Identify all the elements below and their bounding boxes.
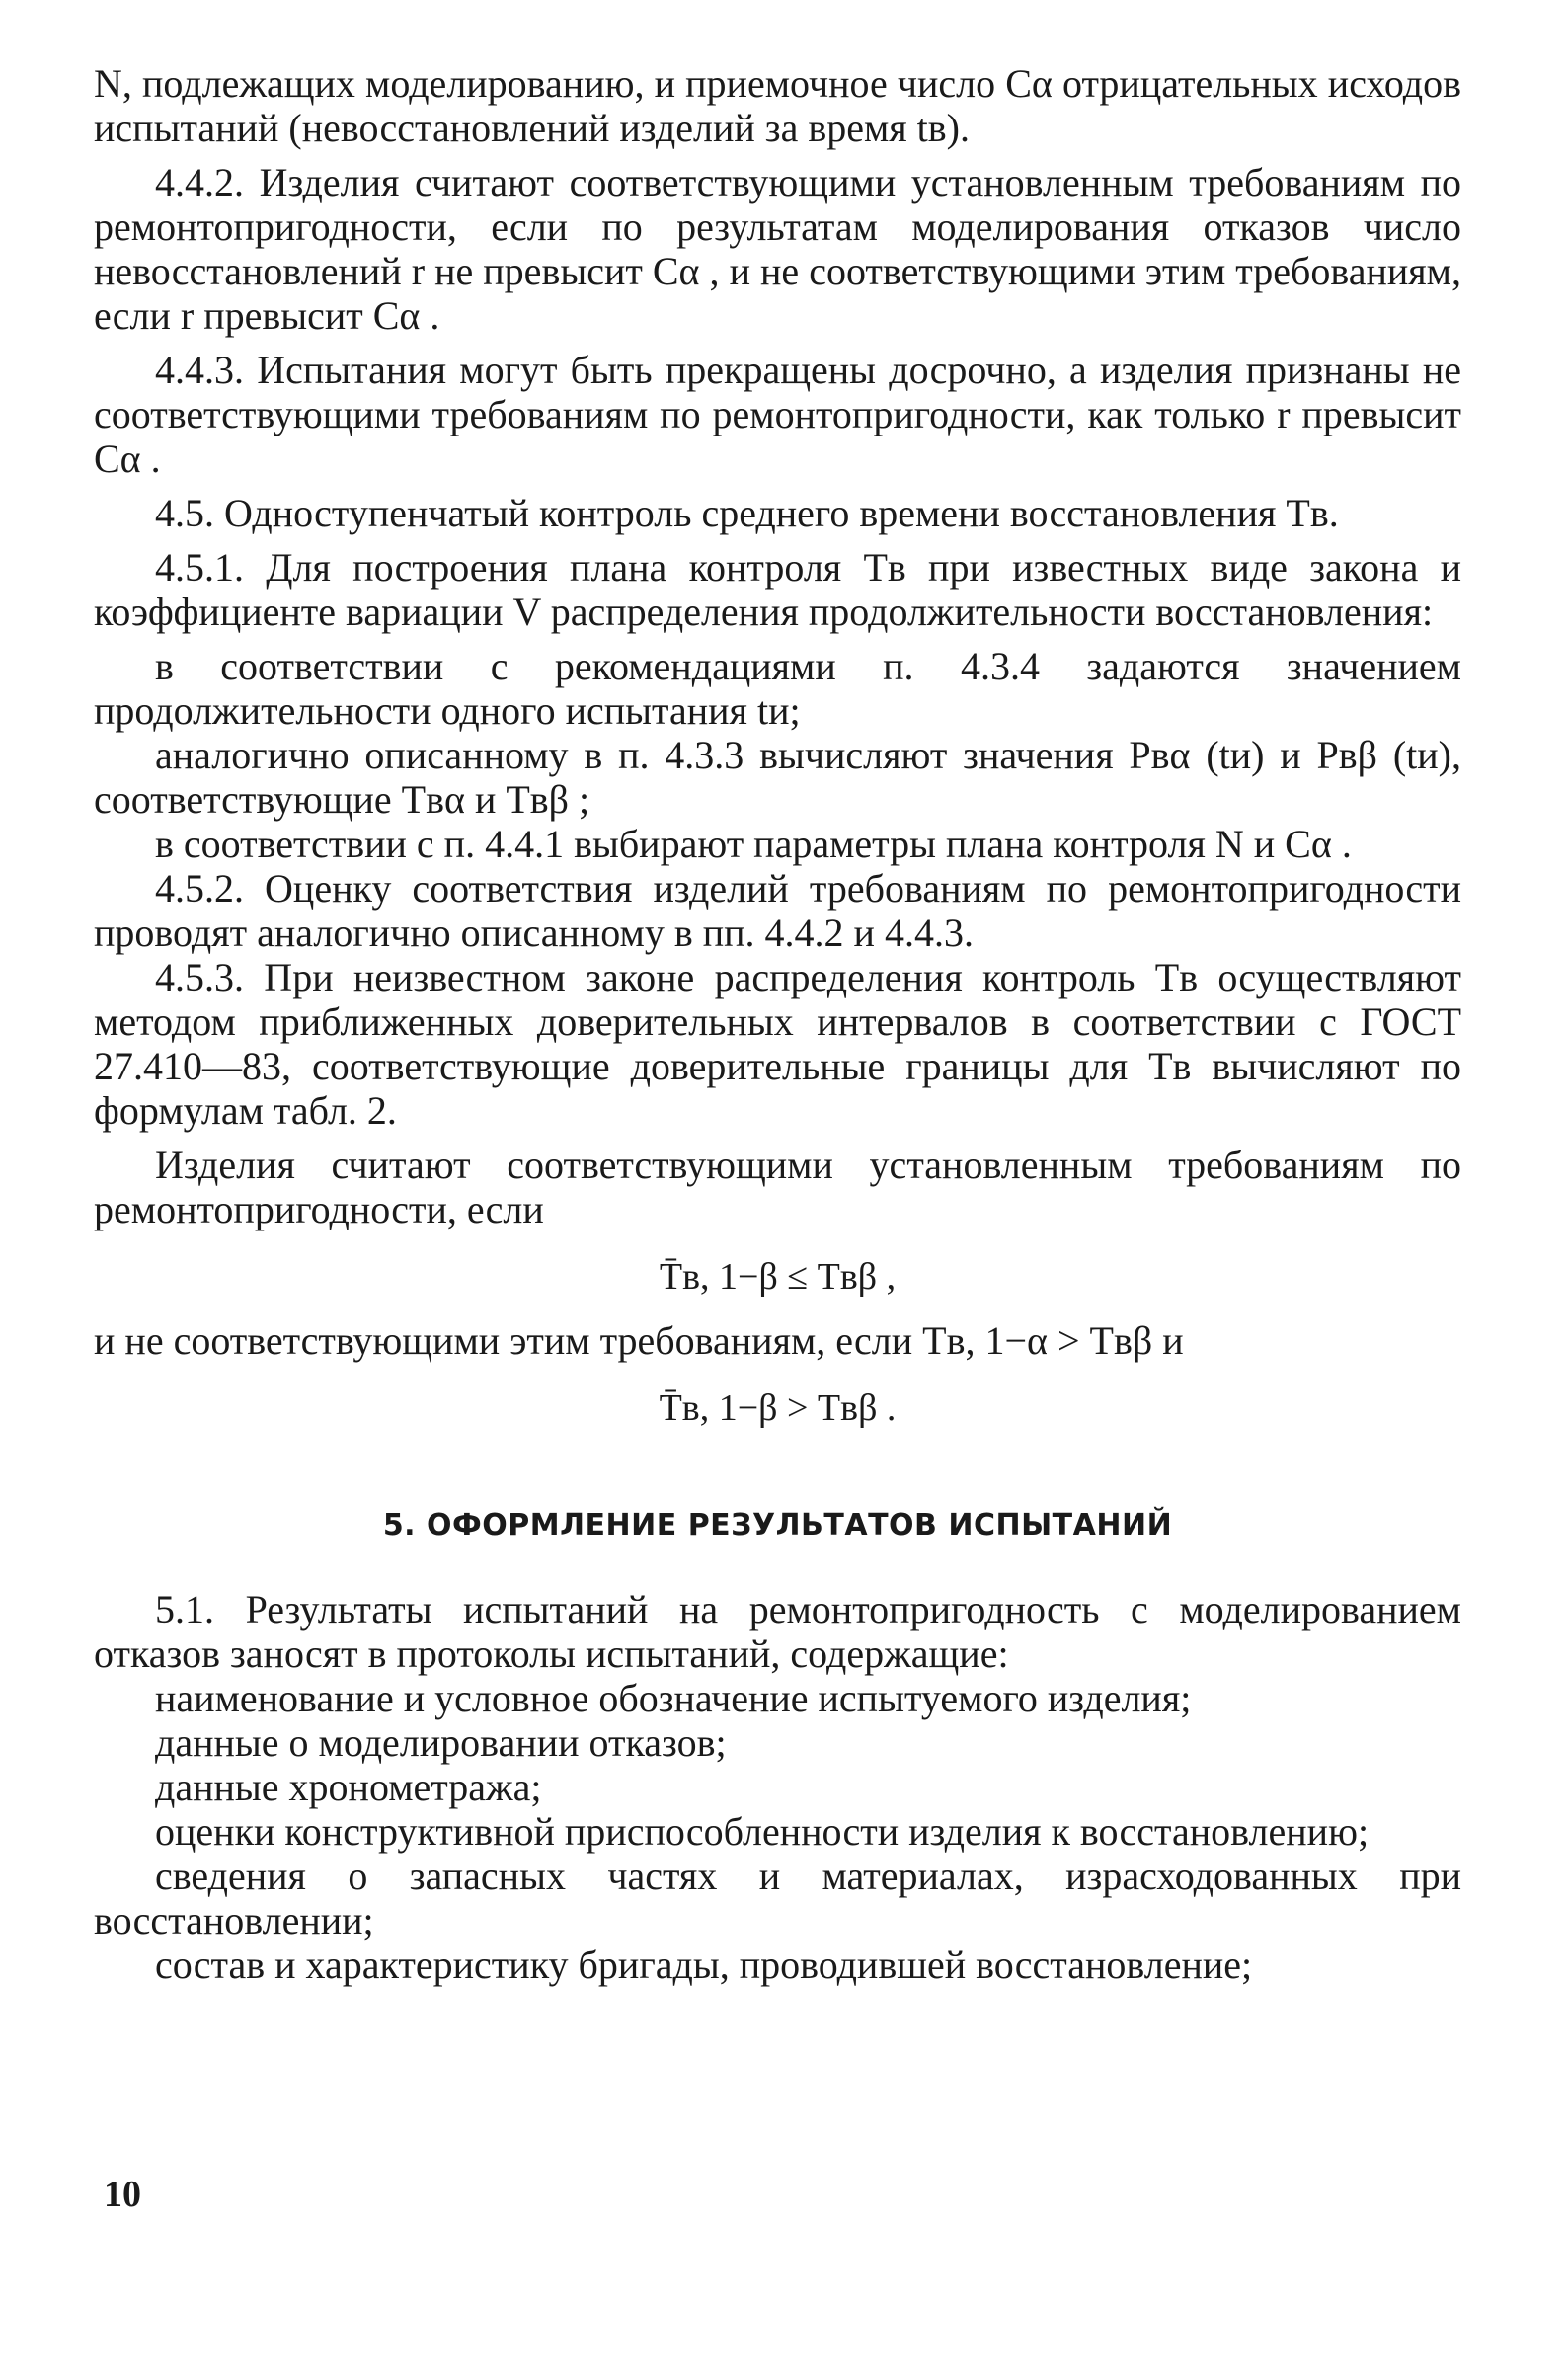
clause-4-5: 4.5. Одноступенчатый контроль среднего времени восстановления Tв. bbox=[155, 491, 1339, 535]
formula-nonconformity-text: T̄в, 1−β > Tвβ . bbox=[659, 1388, 897, 1429]
conformity-condition-intro: Изделия считают соответствующими установленным требованиям по ремонтопригодности, если bbox=[94, 1143, 1461, 1231]
clause-4-4-2: 4.4.2. Изделия считают соответствующими установленным требованиям по ремонтопригодности, если по результатам моделирования отказов число невосстановлений r не превысит Cα , и не соответствующими этим требованиям, если r превысит Cα . bbox=[94, 160, 1461, 338]
clause-4-5-1: 4.5.1. Для построения плана контроля Tв при известных виде закона и коэффициенте вариации V распределения продолжительности восстановления: bbox=[94, 545, 1461, 634]
formula-conformity-text: T̄в, 1−β ≤ Tвβ , bbox=[659, 1256, 897, 1298]
clause-4-4-3: 4.4.3. Испытания могут быть прекращены досрочно, а изделия признаны не соответствующими требованиям по ремонтопригодности, как только r превысит Cα . bbox=[94, 348, 1461, 481]
list-item-repair-team: состав и характеристику бригады, проводившей восстановление; bbox=[155, 1943, 1253, 1987]
list-item-spare-parts: сведения о запасных частях и материалах, израсходованных при восстановлении; bbox=[94, 1854, 1461, 1943]
document-page bbox=[94, 61, 1461, 1987]
nonconformity-condition-text: и не соответствующими этим требованиям, если Tв, 1−α > Tвβ и bbox=[94, 1318, 1184, 1363]
list-item-design-adaptability: оценки конструктивной приспособленности изделия к восстановлению; bbox=[155, 1809, 1370, 1854]
paragraph-continuation: N, подлежащих моделированию, и приемочное число Cα отрицательных исходов испытаний (невосстановлений изделий за время tв). bbox=[94, 61, 1461, 150]
clause-4-5-2: 4.5.2. Оценку соответствия изделий требованиям по ремонтопригодности проводят аналогично описанному в пп. 4.4.2 и 4.4.3. bbox=[94, 866, 1461, 955]
list-item-timing-data: данные хронометража; bbox=[155, 1765, 542, 1809]
list-item-compute-values: аналогично описанному в п. 4.3.3 вычисляют значения Pвα (tи) и Pвβ (tи), соответствующие Tвα и Tвβ ; bbox=[94, 733, 1461, 822]
list-item-recommendations: в соответствии с рекомендациями п. 4.3.4 задаются значением продолжительности одного испытания tи; bbox=[94, 644, 1461, 733]
clause-4-5-3: 4.5.3. При неизвестном законе распределения контроль Tв осуществляют методом приближенных доверительных интервалов в соответствии с ГОСТ 27.410—83, соответствующие доверительные границы для Tв вычисляют по формулам табл. 2. bbox=[94, 955, 1461, 1133]
clause-5-1: 5.1. Результаты испытаний на ремонтопригодность с моделированием отказов заносят в протоколы испытаний, содержащие: bbox=[94, 1587, 1461, 1676]
section-title: 5. ОФОРМЛЕНИЕ РЕЗУЛЬТАТОВ ИСПЫТАНИЙ bbox=[382, 1508, 1173, 1543]
formula-conformity bbox=[94, 1253, 1461, 1301]
formula-nonconformity bbox=[94, 1385, 1461, 1432]
list-item-select-parameters: в соответствии с п. 4.4.1 выбирают параметры плана контроля N и Cα . bbox=[155, 822, 1352, 866]
list-item-name-designation: наименование и условное обозначение испытуемого изделия; bbox=[155, 1676, 1192, 1720]
page-number: 10 bbox=[104, 2174, 141, 2215]
list-item-failure-modeling: данные о моделировании отказов; bbox=[155, 1720, 727, 1765]
